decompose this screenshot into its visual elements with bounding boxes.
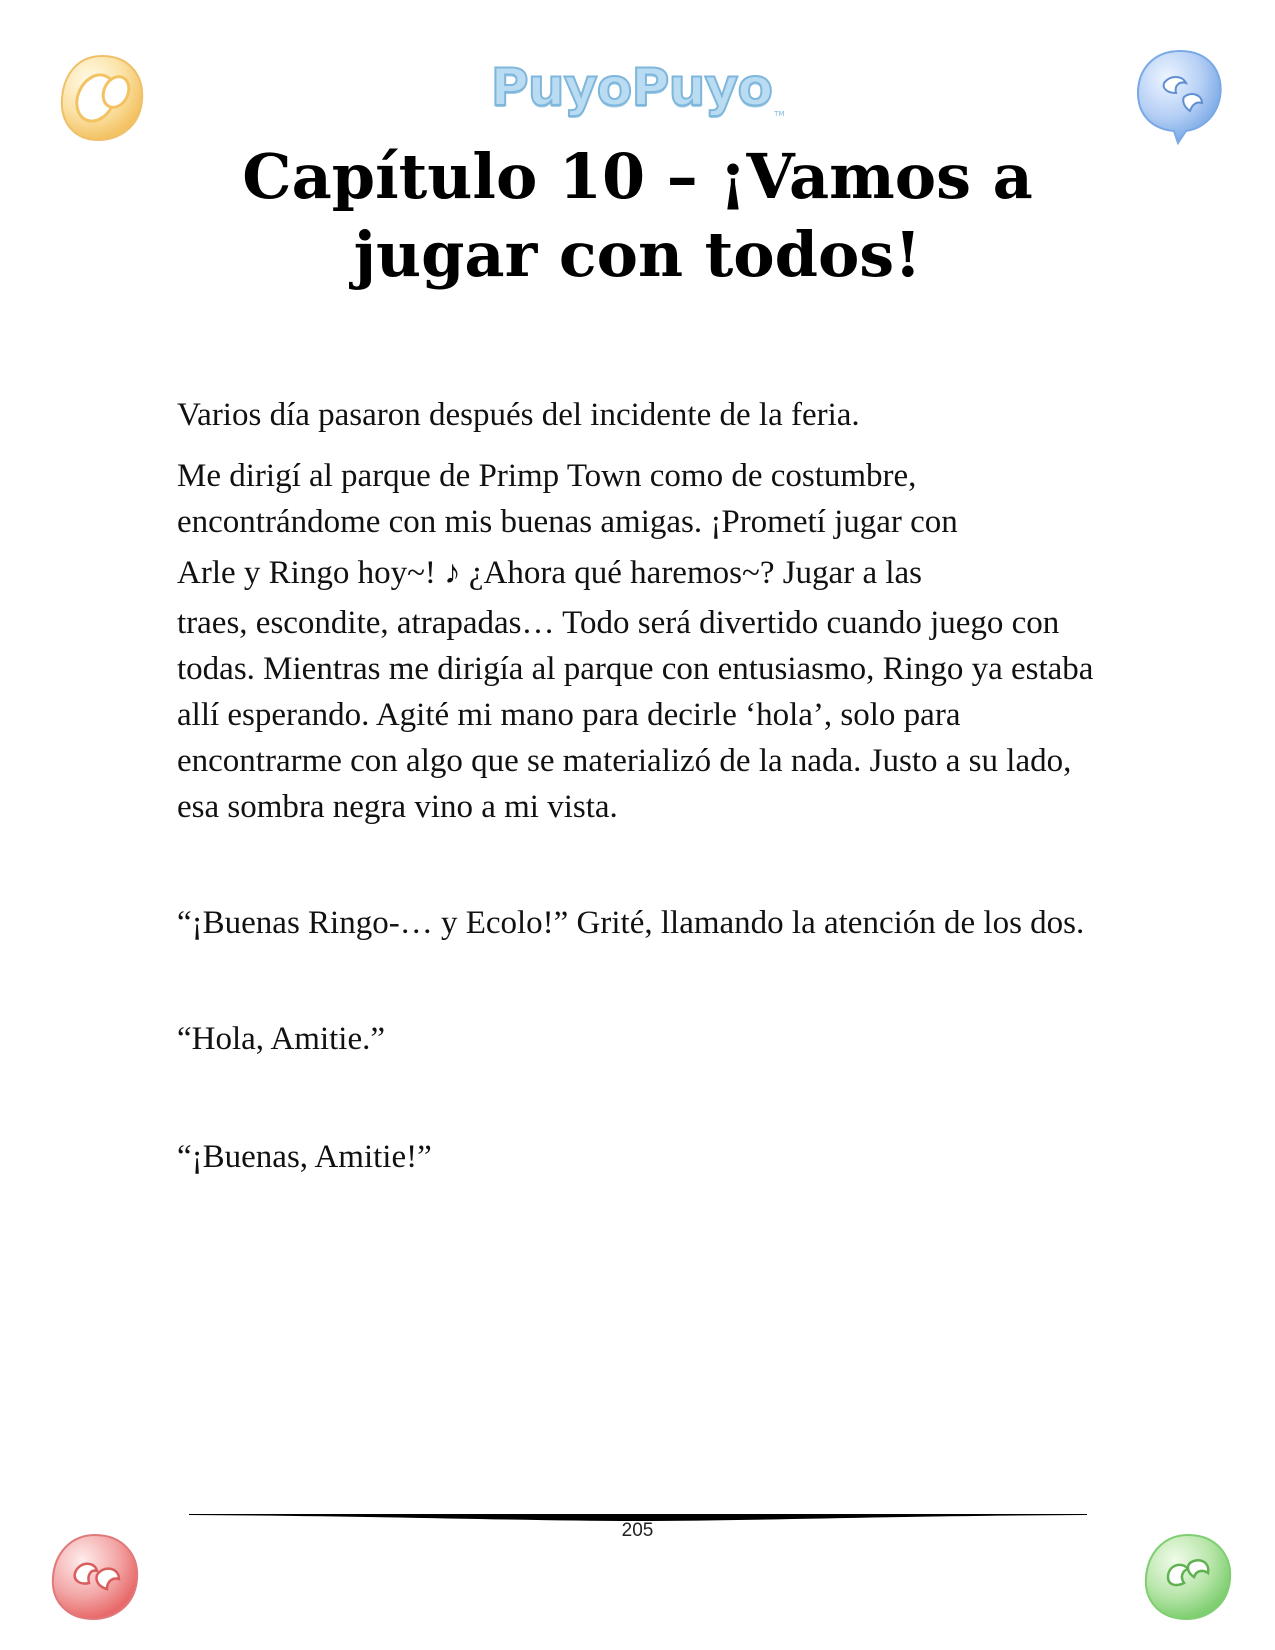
logo-trademark: TM bbox=[774, 110, 785, 118]
dialogue-line: “¡Buenas, Amitie!” bbox=[177, 1139, 432, 1175]
paragraph: Arle y Ringo hoy~! ♪ ¿Ahora qué haremos~? Jugar a las bbox=[177, 555, 922, 591]
logo-text: PuyoPuyo bbox=[490, 58, 773, 118]
paragraph: traes, escondite, atrapadas… Todo será divertido cuando juego con todas. Mientras me dirigía al parque con entusiasmo, Ringo ya estaba allí esperando. Agité mi mano para decirle ‘hola’, solo para encontrarme con algo que se materializó de la nada. Justo a su lado, esa sombra negra vino a mi vista. bbox=[177, 605, 1094, 825]
dialogue-line: “Hola, Amitie.” bbox=[177, 1021, 386, 1057]
chapter-body bbox=[177, 392, 1097, 1180]
chapter-title: Capítulo 10 – ¡Vamos a jugar con todos! bbox=[242, 140, 1033, 291]
dialogue-line: “¡Buenas Ringo-… y Ecolo!” Grité, llamando la atención de los dos. bbox=[177, 905, 1085, 941]
paragraph: Varios día pasaron después del incidente de la feria. bbox=[177, 397, 860, 433]
page-number: 205 bbox=[621, 1520, 654, 1541]
paragraph: Me dirigí al parque de Primp Town como de costumbre, encontrándome con mis buenas amigas. ¡Prometí jugar con bbox=[177, 458, 958, 540]
puyopuyo-logo bbox=[0, 58, 1275, 118]
